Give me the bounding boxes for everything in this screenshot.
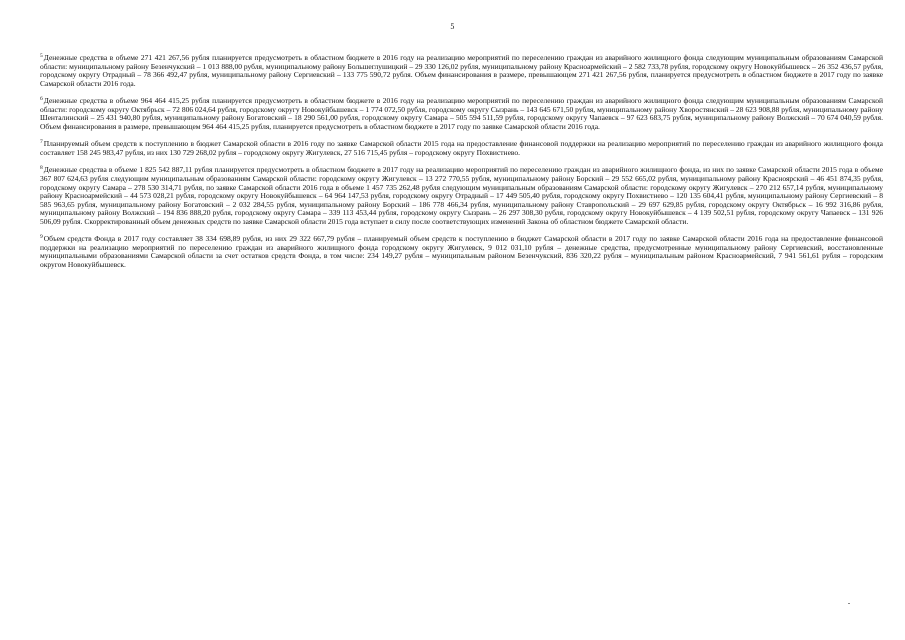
footnote-text: Денежные средства в объеме 1 825 542 887,11 рубля планируется предусмотреть в областном бюджете в 2017 году на реализацию мероприятий по переселению граждан из аварийного жилищного фонда, из них по заявке Самарской области 2015 года в объеме 367 807 624,63 рубля следующим муниципальным образованиям Самарской области: городскому округу Жигулевск – 13 272 770,55 рубля, муниципальному району Борский – 29 552 665,02 рубля, муниципальному району Красноярский – 46 451 874,35 рубля, городскому округу Самара – 278 530 314,71 рубля, по заявке Самарской области 2016 года в объеме 1 457 735 262,48 рубля следующим муниципальным образованиям Самарской области: городскому округу Жигулевск – 270 212 657,14 рубля, муниципальному району Красноармейский – 44 573 028,21 рубля, городскому округу Новокуйбышевск – 64 964 147,53 рубля, городскому округу Отрадный – 17 449 505,40 рубля, городскому округу Похвистнево – 120 135 604,41 рубля, муниципальному району Сергиевский – 8 585 963,65 рубля, муниципальному району Богатовский – 2 032 284,55 рубля, муниципальному району Борский – 186 778 466,34 рубля, муниципальному району Ставропольский – 29 697 629,85 рубля, городскому округу Октябрьск – 16 992 316,86 рубля, муниципальному району Волжский – 194 836 888,20 рубля, городскому округу Самара – 339 113 453,44 рубля, городскому округу Сызрань – 26 297 308,30 рубля, городскому округу Новокуйбышевск – 4 139 502,51 рубля, городскому округу Чапаевск – 131 926 506,09 рубля. Скорректированный объем денежных средств по заявке Самарской области 2015 года вступает в силу после соответствующих изменений Закона об областном бюджете Самарской области. xyxy=(40,165,883,226)
footnote-marker: 8 xyxy=(40,165,43,172)
footnote-text: Денежные средства в объеме 964 464 415,25 рубля планируется предусмотреть в областном бюджете в 2016 году на реализацию мероприятий по переселению граждан из аварийного жилищного фонда следующим муниципальным образованиям Самарской области: городскому округу Октябрьск – 72 806 024,64 рубля, городскому округу Новокуйбышевск – 1 774 072,50 рубля, городскому округу Сызрань – 143 645 671,50 рубля, муниципальному району Хворостянский – 28 623 908,88 рубля, муниципальному району Шенталинский – 25 431 940,80 рубля, муниципальному району Богатовский – 18 290 561,00 рубля, городскому округу Самара – 505 594 511,59 рубля, городскому округу Чапаевск – 97 623 683,75 рубля, муниципальному району Волжский – 70 674 040,59 рубля. Объем финансирования в размере, превышающем 964 464 415,25 рубля, планируется предусмотреть в областном бюджете в 2017 году по заявке Самарской области 2016 года. xyxy=(40,96,883,131)
footnotes-section xyxy=(40,52,883,276)
footnote-9 xyxy=(40,233,883,269)
scan-mark xyxy=(848,603,850,604)
footnote-6 xyxy=(40,95,883,131)
footnote-7 xyxy=(40,138,883,157)
footnote-5 xyxy=(40,52,883,88)
footnote-8 xyxy=(40,164,883,226)
footnote-text: Объем средств Фонда в 2017 году составляет 38 334 698,89 рубля, из них 29 322 667,79 рубля – планируемый объем средств к поступлению в бюджет Самарской области в 2017 году по заявке Самарской области 2016 года на предоставление финансовой поддержки на реализацию мероприятий по переселению граждан из аварийного жилищного фонда городскому округу Жигулевск, 9 012 031,10 рубля – денежные средства, предусмотренные муниципальному району Сергиевский, восстановленные муниципальными образованиями Самарской области за счет остатков средств Фонда, в том числе: 234 149,27 рубля – муниципальным районом Безенчукский, 836 320,22 рубля – муниципальным районом Красноармейский, 7 941 561,61 рубля – городским округом Новокуйбышевск. xyxy=(40,234,883,269)
footnote-marker: 6 xyxy=(40,96,43,103)
footnote-marker: 5 xyxy=(40,53,43,59)
footnote-text: Денежные средства в объеме 271 421 267,56 рубля планируется предусмотреть в областном бюджете в 2016 году на реализацию мероприятий по переселению граждан из аварийного жилищного фонда следующим муниципальным образованиям Самарской области: муниципальному району Безенчукский – 1 013 888,00 рубля, муниципальному району Большеглушицкий – 29 330 126,02 рубля, муниципальному району Красноармейский – 2 582 733,78 рубля, городскому округу Новокуйбышевск – 26 352 436,57 рубля, городскому округу Отрадный – 78 366 492,47 рубля, муниципальному району Сергиевский – 133 775 590,72 рубля. Объем финансирования в размере, превышающем 271 421 267,56 рубля, планируется предусмотреть в областном бюджете в 2017 году по заявке Самарской области 2016 года. xyxy=(40,53,883,88)
footnote-marker: 7 xyxy=(40,139,43,146)
footnote-text: Планируемый объем средств к поступлению в бюджет Самарской области в 2016 году по заявке Самарской области 2015 года на предоставление финансовой поддержки на реализацию мероприятий по переселению граждан из аварийного жилищного фонда составляет 158 245 983,47 рубля, из них 130 729 268,02 рубля – городскому округу Жигулевск, 27 516 715,45 рубля – городскому округу Похвистнево. xyxy=(40,139,883,157)
footnote-marker: 9 xyxy=(40,234,43,241)
page-number: 5 xyxy=(450,22,455,31)
